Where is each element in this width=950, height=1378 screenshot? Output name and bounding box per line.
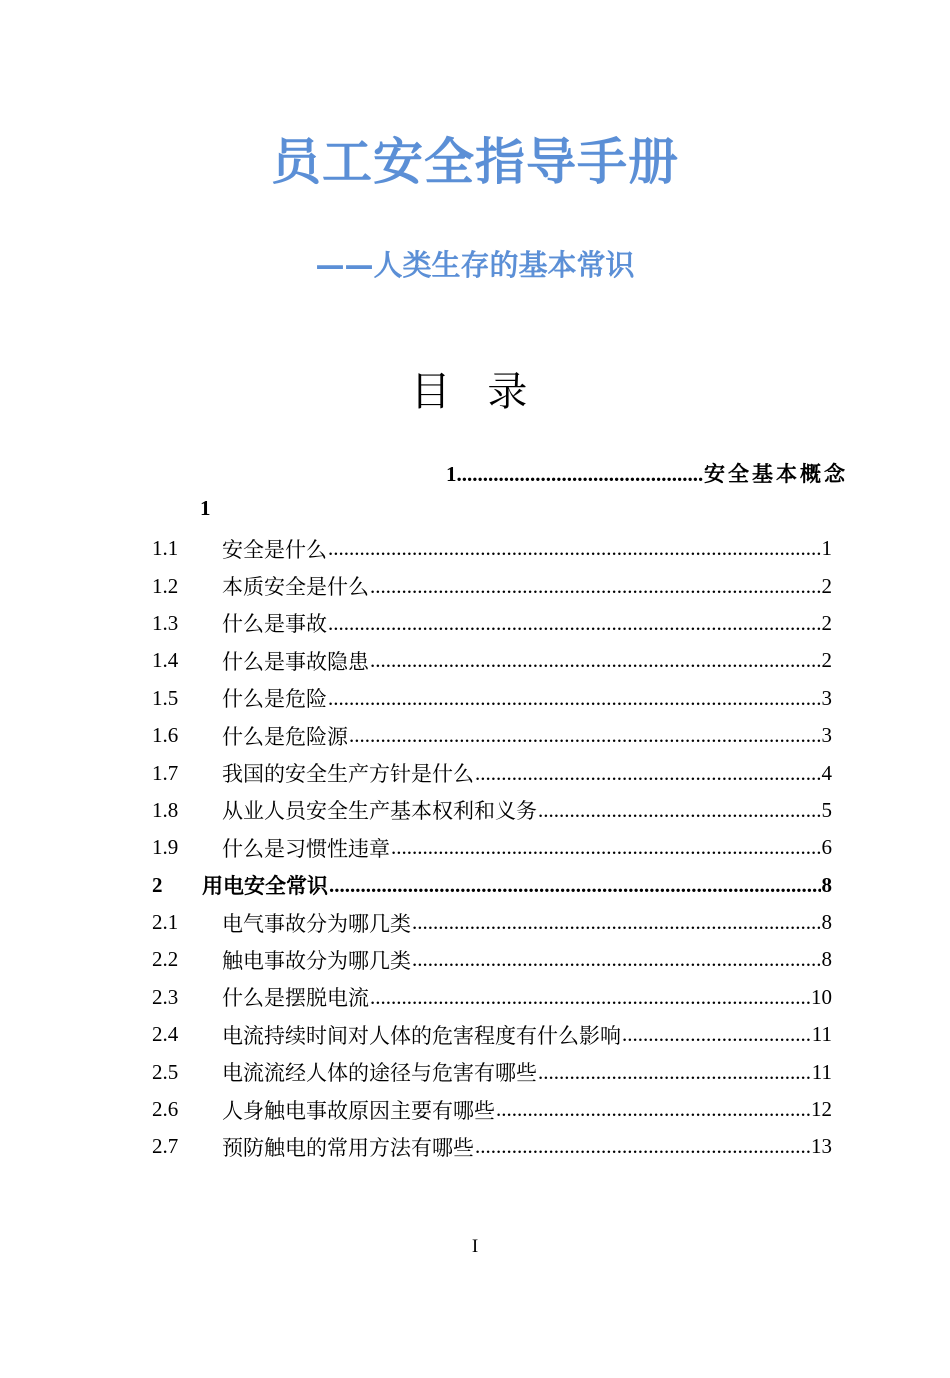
toc-entry-title: 什么是事故 — [222, 612, 327, 637]
toc-entry-number: 1.9 — [152, 835, 179, 860]
toc-entry[interactable] — [152, 567, 832, 604]
toc-entry-page: 2 — [821, 573, 832, 598]
toc-entry-number: 1.8 — [152, 797, 179, 822]
toc-leader-dots — [370, 574, 821, 599]
toc-leader-dots — [622, 1022, 811, 1047]
toc-list — [152, 530, 832, 1166]
toc-entry[interactable] — [152, 904, 832, 941]
toc-entry-title: 本质安全是什么 — [222, 575, 369, 600]
toc-entry-page: 10 — [811, 984, 832, 1009]
toc-entry-title: 安全是什么 — [222, 537, 327, 562]
toc-entry-title: 什么是危险源 — [222, 724, 348, 749]
toc-leader-dots — [370, 985, 810, 1010]
toc-entry[interactable] — [152, 979, 832, 1016]
toc-entry-title: 什么是事故隐患 — [222, 649, 369, 674]
toc-entry-title: 什么是摆脱电流 — [222, 986, 369, 1011]
toc-entry-page: 1 — [200, 496, 211, 520]
toc-leader-dots — [538, 1060, 811, 1085]
toc-entry-number: 1.1 — [152, 536, 179, 561]
toc-leader-dots — [475, 761, 821, 786]
toc-entry[interactable] — [152, 792, 832, 829]
toc-entry-page: 8 — [821, 910, 832, 935]
toc-leader-dots — [328, 686, 821, 711]
toc-entry-page: 6 — [821, 835, 832, 860]
toc-entry-page: 4 — [821, 760, 832, 785]
toc-entry-number: 2.6 — [152, 1097, 179, 1122]
toc-entry-number: 2.1 — [152, 910, 179, 935]
page-number: I — [471, 1236, 479, 1257]
toc-entry-page: 8 — [821, 872, 832, 897]
toc-entry-page: 5 — [821, 797, 832, 822]
toc-entry-title: 电气事故分为哪几类 — [222, 911, 411, 936]
toc-leader-dots — [457, 462, 705, 487]
toc-entry-number: 1.5 — [152, 685, 179, 710]
document-title: 员工安全指导手册 — [271, 133, 679, 191]
toc-entry-number: 1.4 — [152, 648, 179, 673]
toc-entry-number: 2.3 — [152, 984, 179, 1009]
toc-entry-number: 1.3 — [152, 610, 179, 635]
toc-entry[interactable] — [152, 1091, 832, 1128]
toc-entry[interactable] — [152, 754, 832, 791]
toc-entry[interactable] — [152, 530, 832, 567]
toc-entry-page: 2 — [821, 648, 832, 673]
toc-entry-page: 2 — [821, 610, 832, 635]
toc-leader-dots — [328, 536, 821, 561]
toc-entry-number: 2.7 — [152, 1134, 179, 1159]
toc-entry-title: 什么是危险 — [222, 687, 327, 712]
toc-leader-dots — [412, 947, 821, 972]
document-subtitle: ——人类生存的基本常识 — [315, 248, 635, 282]
toc-entry-number: 1.6 — [152, 723, 179, 748]
toc-entry-title: 人身触电事故原因主要有哪些 — [222, 1098, 495, 1123]
toc-entry-page: 3 — [821, 723, 832, 748]
toc-entry-page: 3 — [821, 685, 832, 710]
toc-leader-dots — [412, 910, 821, 935]
toc-heading: 目 录 — [410, 369, 540, 415]
toc-leader-dots — [496, 1097, 810, 1122]
toc-leader-dots — [475, 1134, 810, 1159]
toc-leader-dots — [329, 873, 821, 898]
toc-entry[interactable] — [152, 1016, 832, 1053]
toc-entry-page: 12 — [811, 1097, 832, 1122]
toc-entry-page: 11 — [811, 1022, 832, 1047]
toc-entry-page: 8 — [821, 947, 832, 972]
toc-entry-title: 我国的安全生产方针是什么 — [222, 762, 474, 787]
toc-leader-dots — [391, 835, 821, 860]
toc-leader-dots — [538, 798, 821, 823]
toc-entry-number: 2.4 — [152, 1022, 179, 1047]
toc-entry-title: 电流持续时间对人体的危害程度有什么影响 — [222, 1023, 621, 1048]
toc-entry-title: 预防触电的常用方法有哪些 — [222, 1135, 474, 1160]
toc-entry-page: 13 — [811, 1134, 832, 1159]
toc-entry[interactable] — [152, 941, 832, 978]
toc-entry-number: 1.2 — [152, 573, 179, 598]
toc-entry-number: 2 — [152, 872, 163, 897]
toc-leader-dots — [349, 723, 821, 748]
toc-entry[interactable] — [152, 1128, 832, 1165]
toc-entry-title: 用电安全常识 — [202, 873, 328, 899]
toc-entry-number: 1.7 — [152, 760, 179, 785]
toc-entry-page: 11 — [811, 1059, 832, 1084]
toc-entry[interactable] — [152, 867, 832, 904]
toc-entry-title: 什么是习惯性违章 — [222, 836, 390, 861]
toc-entry[interactable] — [152, 1053, 832, 1090]
toc-leader-dots — [328, 611, 821, 636]
toc-entry-page: 1 — [821, 536, 832, 561]
toc-entry[interactable] — [152, 829, 832, 866]
toc-entry[interactable] — [152, 605, 832, 642]
toc-entry-number: 1 — [446, 462, 457, 486]
toc-entry-title: 安全基本概念 — [704, 461, 848, 486]
toc-entry-section-1[interactable] — [446, 458, 848, 488]
toc-entry-title: 触电事故分为哪几类 — [222, 948, 411, 973]
toc-leader-dots — [370, 648, 821, 673]
toc-entry[interactable] — [152, 717, 832, 754]
toc-entry[interactable] — [152, 680, 832, 717]
toc-entry-title: 电流流经人体的途径与危害有哪些 — [222, 1061, 537, 1086]
toc-entry-title: 从业人员安全生产基本权利和义务 — [222, 799, 537, 824]
toc-entry-number: 2.2 — [152, 947, 179, 972]
toc-entry-number: 2.5 — [152, 1059, 179, 1084]
toc-entry[interactable] — [152, 642, 832, 679]
